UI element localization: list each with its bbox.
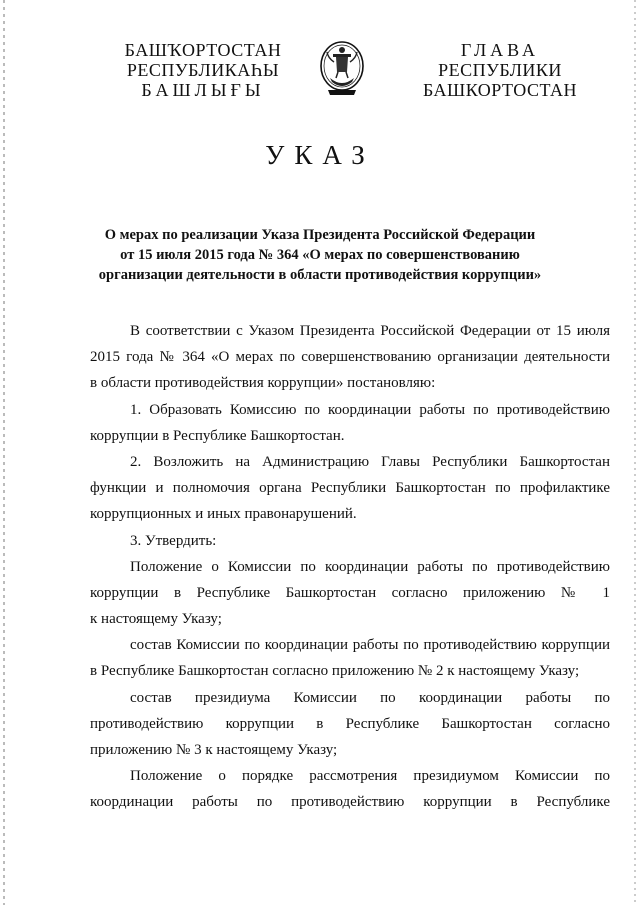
paragraph-item-1 (90, 397, 610, 449)
body-line: 1. Образовать Комиссию по координации работы по противодействию (130, 401, 610, 418)
paragraph-presidium (90, 685, 610, 764)
body-line: противодействию коррупции в Республике Башкортостан согласно (90, 715, 610, 732)
body-line: 2. Возложить на Администрацию Главы Республики Башкортостан (130, 453, 610, 470)
body-line: Положение о Комиссии по координации работы по противодействию (130, 558, 610, 575)
body-line: В соответствии с Указом Президента Российской Федерации от 15 июля (130, 323, 610, 339)
paragraph-composition (90, 632, 610, 684)
body-line: 3. Утвердить: (130, 532, 217, 549)
body-line: к настоящему Указу; (90, 611, 222, 628)
paragraph-regulation (90, 554, 610, 633)
subject-line: организации деятельности в области противодействия коррупции» (98, 267, 542, 283)
body-line: функции и полномочия органа Республики Башкортостан по профилактике (90, 480, 610, 497)
letterhead (0, 38, 640, 108)
paragraph-item-3 (90, 528, 610, 554)
document-body (90, 318, 610, 816)
body-line: координации работы по противодействию коррупции в Республике (90, 794, 610, 811)
body-line: в области противодействия коррупции» постановляю: (90, 375, 436, 392)
body-line: коррупционных и иных правонарушений. (90, 506, 357, 523)
letterhead-line: БАШҠОРТОСТАН (124, 40, 282, 60)
body-line: в Республике Башкортостан согласно приложению № 2 к настоящему Указу; (90, 663, 580, 680)
letterhead-line: РЕСПУБЛИКАҺЫ (126, 60, 280, 80)
body-line: приложению № 3 к настоящему Указу; (90, 742, 338, 758)
paragraph-item-2 (90, 449, 610, 528)
body-line: коррупции в Республике Башкортостан согласно приложению № 1 (90, 584, 610, 601)
letterhead-line: БАШЛЫҒЫ (141, 80, 265, 100)
letterhead-russian (412, 40, 588, 100)
subject-line: от 15 июля 2015 года № 364 «О мерах по совершенствованию (120, 247, 520, 263)
body-line: 2015 года № 364 «О мерах по совершенствованию организации деятельности (90, 349, 610, 366)
letterhead-line: ГЛАВА (460, 40, 540, 60)
letterhead-line: РЕСПУБЛИКИ (438, 60, 562, 80)
scan-edge-left (3, 0, 5, 905)
document-subject (60, 225, 580, 285)
coat-of-arms-icon (318, 38, 366, 100)
body-line: состав президиума Комиссии по координации работы по (130, 689, 610, 706)
subject-line: О мерах по реализации Указа Президента Российской Федерации (104, 227, 536, 243)
letterhead-bashkir (112, 40, 294, 100)
paragraph-preamble (90, 318, 610, 397)
document-title: УКАЗ (265, 140, 375, 170)
body-line: коррупции в Республике Башкортостан. (90, 427, 345, 444)
body-line: Положение о порядке рассмотрения президиумом Комиссии по (130, 768, 610, 785)
body-line: состав Комиссии по координации работы по противодействию коррупции (130, 637, 610, 654)
scan-edge-right (634, 0, 636, 905)
letterhead-line: БАШКОРТОСТАН (422, 80, 578, 100)
paragraph-procedure (90, 763, 610, 815)
